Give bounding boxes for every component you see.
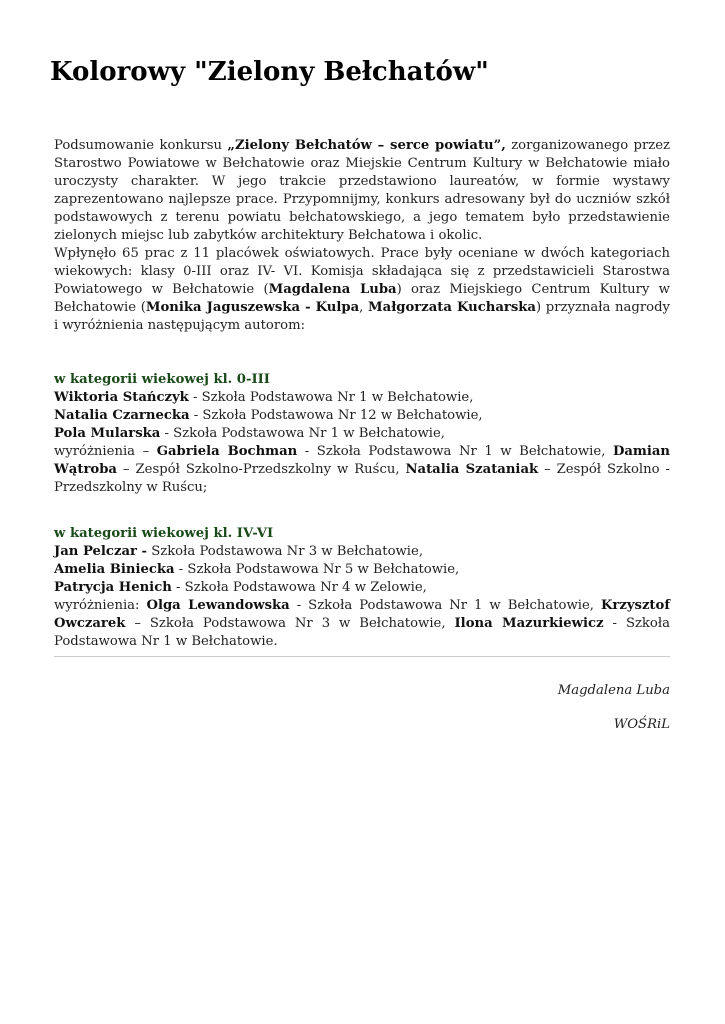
signature-author: Magdalena Luba	[557, 683, 670, 698]
winner-line	[54, 543, 670, 561]
intro-text: ) przyznała nagrody i wyróżnienia następującym autorom:	[54, 300, 670, 333]
intro-text: ) oraz Miejskiego Centrum Kultury w Bełchatowie (	[54, 282, 670, 315]
jury-member: Monika Jaguszewska - Kulpa	[145, 300, 360, 315]
distinctions-label: wyróżnienia:	[54, 598, 147, 613]
winner-line	[54, 561, 670, 579]
distinction-name: Krzysztof Owczarek	[54, 598, 670, 631]
category-heading: w kategorii wiekowej kl. IV-VI	[54, 526, 274, 541]
article-body	[54, 137, 670, 651]
winner-line	[54, 579, 670, 597]
jury-member: Magdalena Luba	[268, 282, 397, 297]
winner-school: Szkoła Podstawowa Nr 3 w Bełchatowie,	[147, 544, 424, 559]
signature-organization: WOŚRiL	[613, 717, 670, 732]
winner-line	[54, 407, 670, 425]
winner-name: Pola Mularska	[54, 426, 161, 441]
winner-name: Natalia Czarnecka	[54, 408, 190, 423]
winner-line	[54, 425, 670, 443]
distinctions-line	[54, 443, 670, 497]
winner-school: - Szkoła Podstawowa Nr 1 w Bełchatowie,	[160, 426, 445, 441]
winner-name: Jan Pelczar -	[54, 544, 148, 559]
intro-text: zorganizowanego przez Starostwo Powiatowe w Bełchatowie oraz Miejskie Centrum Kultury w Bełchatowie miało uroczysty charakter. W jego trakcie przedstawiono laureatów, w formie wystawy zaprezentowano najlepsze prace. Przypomnijmy, konkurs adresowany był do uczniów szkół podstawowych z terenu powiatu bełchatowskiego, a jego tematem było przedstawienie zielonych miejsc lub zabytków architektury Bełchatowa i okolic.	[54, 138, 670, 243]
contest-name: „Zielony Bełchatów – serce powiatu”,	[227, 138, 506, 153]
intro-text: Podsumowanie konkursu	[54, 138, 228, 153]
winner-name: Amelia Biniecka	[54, 562, 175, 577]
distinction-school: - Szkoła Podstawowa Nr 1 w Bełchatowie,	[289, 598, 601, 613]
winner-line	[54, 389, 670, 407]
distinctions-line	[54, 597, 670, 651]
distinctions-label: wyróżnienia –	[54, 444, 157, 459]
winner-school: - Szkoła Podstawowa Nr 5 w Bełchatowie,	[174, 562, 460, 577]
winner-school: - Szkoła Podstawowa Nr 1 w Bełchatowie,	[188, 390, 474, 405]
jury-member: Małgorzata Kucharska	[368, 300, 536, 315]
distinction-school: - Szkoła Podstawowa Nr 1 w Bełchatowie.	[54, 616, 671, 649]
winner-name: Patrycja Henich	[54, 580, 172, 595]
intro-paragraph-2	[54, 245, 670, 335]
intro-text: ,	[359, 300, 369, 315]
distinction-school: – Zespół Szkolno-Przedszkolny w Ruścu,	[116, 462, 406, 477]
winner-school: - Szkoła Podstawowa Nr 4 w Zelowie,	[171, 580, 427, 595]
distinction-name: Damian Wątroba	[54, 444, 671, 477]
distinction-school: - Szkoła Podstawowa Nr 1 w Bełchatowie,	[297, 444, 613, 459]
intro-paragraph-1	[54, 137, 670, 245]
distinction-school: – Zespół Szkolno - Przedszkolny w Ruścu;	[54, 462, 670, 495]
category-heading: w kategorii wiekowej kl. 0-III	[54, 372, 270, 387]
page-title: Kolorowy "Zielony Bełchatów"	[50, 57, 489, 87]
distinction-name: Gabriela Bochman	[156, 444, 298, 459]
winner-name: Wiktoria Stańczyk	[54, 390, 189, 405]
distinction-name: Ilona Mazurkiewicz	[454, 616, 604, 631]
divider	[54, 656, 670, 657]
distinction-name: Natalia Szataniak	[405, 462, 539, 477]
winner-school: - Szkoła Podstawowa Nr 12 w Bełchatowie,	[189, 408, 483, 423]
distinction-name: Olga Lewandowska	[146, 598, 290, 613]
distinction-school: – Szkoła Podstawowa Nr 3 w Bełchatowie,	[125, 616, 455, 631]
intro-text: Wpłynęło 65 prac z 11 placówek oświatowych. Prace były oceniane w dwóch kategoriach wiekowych: klasy 0-III oraz IV- VI. Komisja składająca się z przedstawicieli Starostwa Powiatowego w Bełchatowie (	[54, 246, 670, 297]
